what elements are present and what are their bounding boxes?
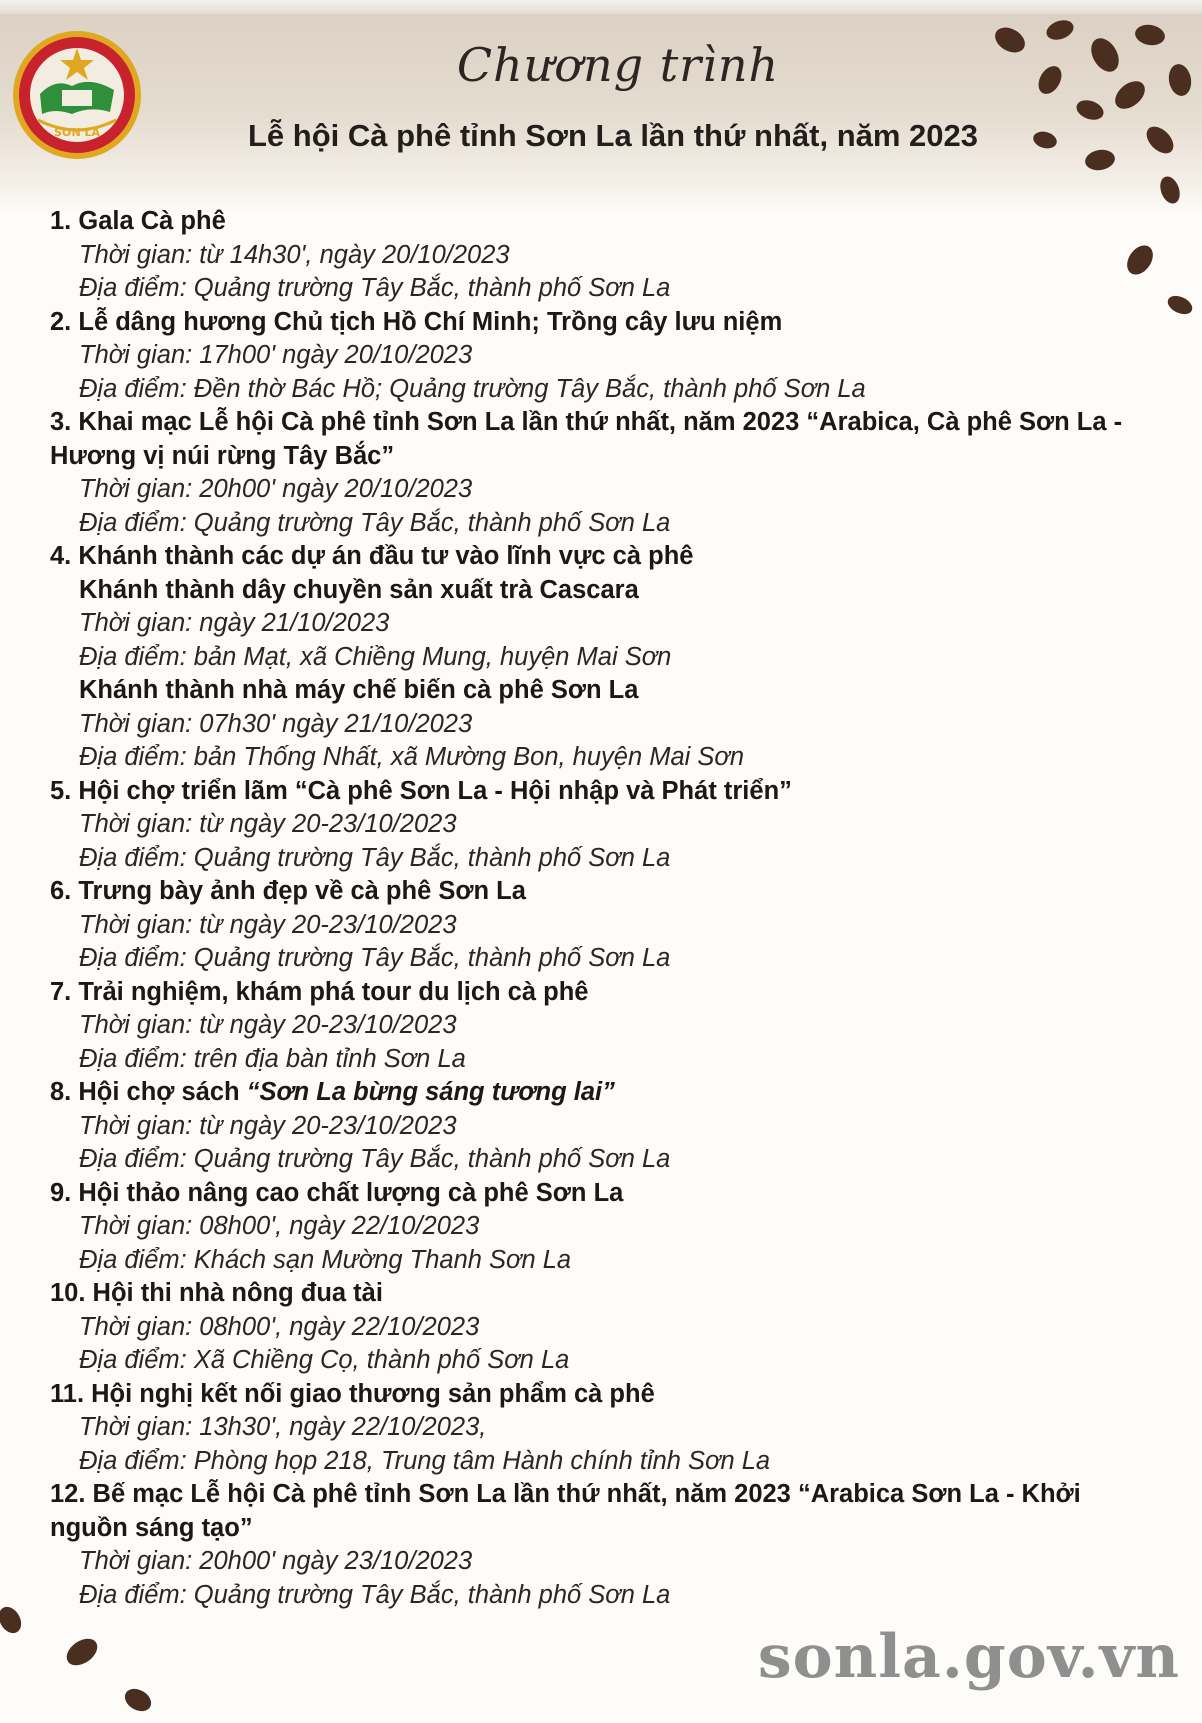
event-place: Địa điểm: Xã Chiềng Cọ, thành phố Sơn La xyxy=(79,1346,570,1374)
event-title xyxy=(50,1478,1150,1512)
event-place: Địa điểm: Quảng trường Tây Bắc, thành phố Sơn La xyxy=(79,1580,671,1609)
event-title-text: Hội nghị kết nối giao thương sản phẩm cà phê xyxy=(91,1379,655,1408)
event-number: 9. xyxy=(50,1178,72,1207)
event-place: Địa điểm: Quảng trường Tây Bắc, thành phố Sơn La xyxy=(79,274,671,302)
event-title-text: Hội chợ triển lãm “Cà phê Sơn La - Hội nhập và Phát triển” xyxy=(78,776,792,805)
event-title xyxy=(50,1378,1150,1412)
event-title-text: Khai mạc Lễ hội Cà phê tỉnh Sơn La lần thứ nhất, năm 2023 “Arabica, Cà phê Sơn La - xyxy=(78,408,1123,436)
event-place: Địa điểm: Khách sạn Mường Thanh Sơn La xyxy=(79,1245,572,1274)
event-place: Địa điểm: Quảng trường Tây Bắc, thành phố Sơn La xyxy=(79,1145,671,1173)
emblem-label: SƠN LA xyxy=(53,126,101,139)
event-title xyxy=(50,1177,1150,1211)
event-time: Thời gian: 20h00' ngày 20/10/2023 xyxy=(79,475,473,503)
event-title xyxy=(50,775,1150,809)
event-title xyxy=(50,306,1150,340)
event-item xyxy=(50,1478,1150,1612)
event-time: Thời gian: từ ngày 20-23/10/2023 xyxy=(79,1011,457,1039)
event-title-text: Gala Cà phê xyxy=(78,207,226,235)
event-item xyxy=(50,406,1150,540)
event-title-text: Trưng bày ảnh đẹp về cà phê Sơn La xyxy=(78,877,526,905)
event-title xyxy=(50,406,1150,440)
event-time: Thời gian: 13h30', ngày 22/10/2023, xyxy=(79,1413,487,1441)
event-title xyxy=(50,875,1150,909)
event-number: 4. xyxy=(50,542,72,570)
event-place: Địa điểm: Quảng trường Tây Bắc, thành phố Sơn La xyxy=(79,944,671,972)
script-title: Chương trình xyxy=(456,38,780,92)
event-item xyxy=(50,306,1150,407)
event-place: Địa điểm: Đền thờ Bác Hồ; Quảng trường Tây Bắc, thành phố Sơn La xyxy=(79,374,866,403)
event-time: Thời gian: 07h30' ngày 21/10/2023 xyxy=(79,709,473,738)
event-title-text: Khánh thành các dự án đầu tư vào lĩnh vực cà phê xyxy=(78,542,694,570)
event-number: 11. xyxy=(50,1379,85,1408)
paper-header-background xyxy=(0,0,1202,215)
event-title-continued: Hương vị núi rừng Tây Bắc” xyxy=(50,441,395,470)
event-place: Địa điểm: bản Thống Nhất, xã Mường Bon, huyện Mai Sơn xyxy=(79,743,745,771)
event-number: 3. xyxy=(50,408,72,436)
event-time: Thời gian: từ ngày 20-23/10/2023 xyxy=(79,810,457,838)
event-place: Địa điểm: bản Mạt, xã Chiềng Mung, huyện Mai Sơn xyxy=(79,642,672,671)
event-time: Thời gian: từ ngày 20-23/10/2023 xyxy=(79,910,457,939)
event-number: 5. xyxy=(50,776,72,805)
event-title xyxy=(50,1277,1150,1311)
page-title: Lễ hội Cà phê tỉnh Sơn La lần thứ nhất, năm 2023 xyxy=(247,118,979,153)
event-number: 1. xyxy=(50,207,72,235)
event-time: Thời gian: từ 14h30', ngày 20/10/2023 xyxy=(79,240,510,269)
event-place: Địa điểm: Quảng trường Tây Bắc, thành phố Sơn La xyxy=(79,843,671,872)
event-item xyxy=(50,976,1150,1077)
event-item xyxy=(50,1277,1150,1378)
event-number: 8. xyxy=(50,1078,72,1106)
event-time: Thời gian: 20h00' ngày 23/10/2023 xyxy=(79,1547,473,1575)
event-subtitle: Khánh thành nhà máy chế biến cà phê Sơn La xyxy=(79,676,639,704)
event-title-text: Hội thảo nâng cao chất lượng cà phê Sơn La xyxy=(78,1178,624,1207)
event-item xyxy=(50,1378,1150,1479)
event-number: 7. xyxy=(50,977,72,1006)
emblem-book-icon xyxy=(62,90,92,106)
event-title-text: Bế mạc Lễ hội Cà phê tỉnh Sơn La lần thứ nhất, năm 2023 “Arabica Sơn La - Khởi xyxy=(92,1480,1081,1508)
event-time: Thời gian: từ ngày 20-23/10/2023 xyxy=(79,1111,457,1140)
event-item xyxy=(50,775,1150,876)
event-number: 2. xyxy=(50,307,72,336)
event-item xyxy=(50,540,1150,775)
event-item xyxy=(50,1177,1150,1278)
top-edge xyxy=(0,0,1202,14)
event-place: Địa điểm: Quảng trường Tây Bắc, thành phố Sơn La xyxy=(79,508,671,537)
event-subtitle: Khánh thành dây chuyền sản xuất trà Cascara xyxy=(79,575,639,604)
event-title-text: Hội chợ sách xyxy=(78,1078,247,1106)
event-title xyxy=(50,205,1150,239)
event-number: 6. xyxy=(50,877,72,905)
event-item xyxy=(50,205,1150,306)
event-time: Thời gian: 08h00', ngày 22/10/2023 xyxy=(79,1312,480,1341)
event-title-continued: nguồn sáng tạo” xyxy=(50,1513,253,1542)
event-number: 10. xyxy=(50,1279,86,1307)
event-place: Địa điểm: Phòng họp 218, Trung tâm Hành chính tỉnh Sơn La xyxy=(79,1446,771,1475)
event-title xyxy=(50,540,1150,574)
event-number: 12. xyxy=(50,1480,86,1508)
event-item xyxy=(50,875,1150,976)
event-place: Địa điểm: trên địa bàn tỉnh Sơn La xyxy=(79,1044,466,1073)
event-list xyxy=(50,205,1150,1612)
event-title xyxy=(50,1076,1150,1110)
son-la-emblem xyxy=(10,28,144,162)
event-time: Thời gian: 17h00' ngày 20/10/2023 xyxy=(79,341,473,369)
event-title-text: Hội thi nhà nông đua tài xyxy=(92,1279,383,1307)
event-time: Thời gian: 08h00', ngày 22/10/2023 xyxy=(79,1212,480,1240)
event-item xyxy=(50,1076,1150,1177)
event-title-text: Lễ dâng hương Chủ tịch Hồ Chí Minh; Trồng cây lưu niệm xyxy=(78,307,783,336)
event-title-italic: “Sơn La bừng sáng tương lai” xyxy=(246,1078,615,1106)
event-title xyxy=(50,976,1150,1010)
event-title-text: Trải nghiệm, khám phá tour du lịch cà phê xyxy=(78,977,589,1006)
event-time: Thời gian: ngày 21/10/2023 xyxy=(79,609,390,637)
site-watermark: sonla.gov.vn xyxy=(757,1622,1180,1692)
